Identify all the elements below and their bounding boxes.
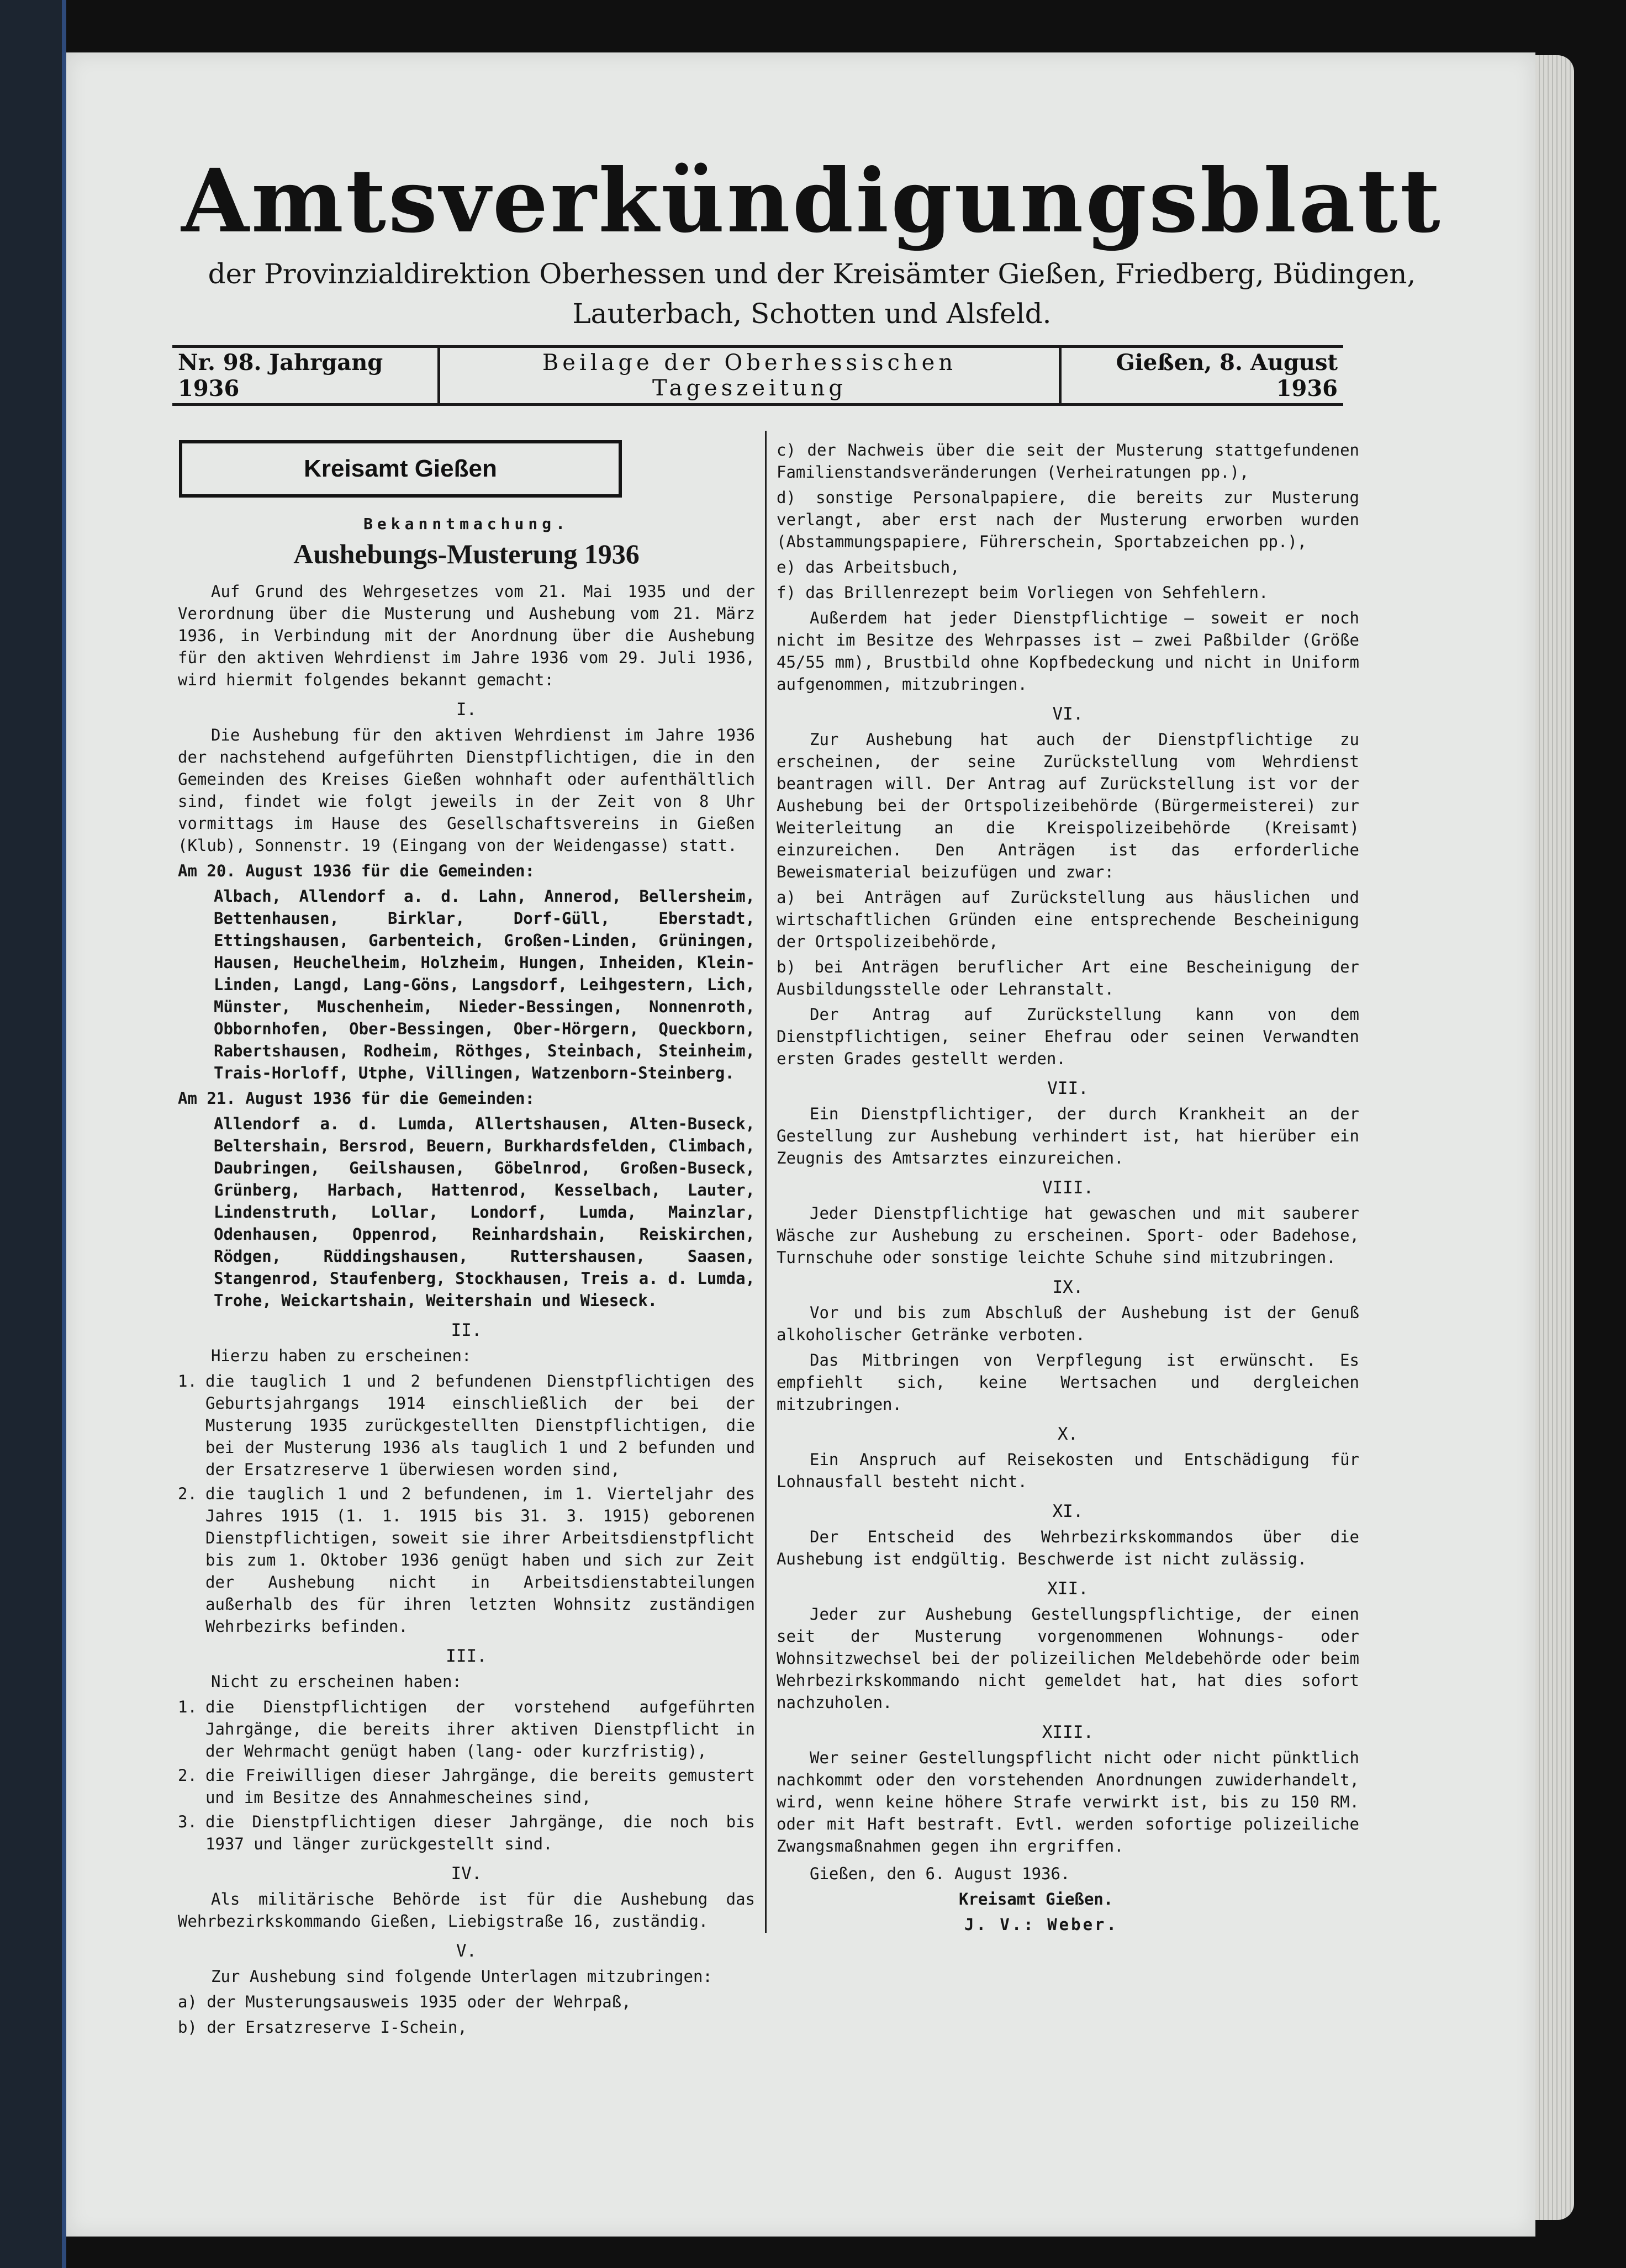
- day1-municipalities: Albach, Allendorf a. d. Lahn, Annerod, Bellersheim, Bettenhausen, Birklar, Dorf-Güll, Eberstadt, Ettingshausen, Garbenteich, Großen-Linden, Grüningen, Hausen, Heuchelheim, Holzheim, Hungen, Inheiden, Klein-Linden, Langd, Lang-Göns, Langsdorf, Leihgestern, Lich, Münster, Muschenheim, Nieder-Bessingen, Nonnenroth, Obbornhofen, Ober-Bessingen, Ober-Hörgern, Queckborn, Rabertshausen, Rodheim, Röthges, Steinbach, Steinheim, Trais-Horloff, Utphe, Villingen, Watzenborn-Steinberg.: [214, 887, 755, 1082]
- article-headline: Aushebungs-Musterung 1936: [293, 538, 640, 569]
- intro-paragraph: Auf Grund des Wehrgesetzes vom 21. Mai 1935 und der Verordnung über die Musterung und Aushebung vom 21. März 1936, in Verbindung mit der Anordnung über die Aushebung für den aktiven Wehrdienst im Jahre 1936 vom 29. Juli 1936, wird hiermit folgendes bekannt gemacht:: [178, 582, 755, 689]
- issuing-authority: Kreisamt Gießen.: [959, 1890, 1113, 1908]
- section-8-paragraph: Jeder Dienstpflichtige hat gewaschen und mit sauberer Wäsche zur Aushebung zu erscheinen. Sport- oder Badehose, Turnschuhe oder sonstige leichte Schuhe sind mitzubringen.: [777, 1204, 1359, 1267]
- section-6-item-b: b) bei Anträgen beruflicher Art eine Bescheinigung der Ausbildungsstelle oder Lehranstalt.: [777, 958, 1359, 998]
- list-number: 2.: [178, 1766, 197, 1785]
- section-1-paragraph: Die Aushebung für den aktiven Wehrdienst im Jahre 1936 der nachstehend aufgeführten Dienstpflichtigen, die in den Gemeinden des Kreises Gießen wohnhaft oder aufenthältlich sind, findet wie folgt jeweils in der Zeit von 8 Uhr vormittags im Hause des Gesellschaftsvereins in Gießen (Klub), Sonnenstr. 19 (Eingang von der Weidengasse) statt.: [178, 726, 755, 855]
- binding-edge: [62, 0, 66, 2268]
- section-heading: II.: [451, 1320, 482, 1340]
- issue-place-date: Gießen, 8. August 1936: [1116, 350, 1338, 401]
- section-heading: VII.: [1047, 1079, 1089, 1098]
- issue-number: Nr. 98. Jahrgang 1936: [172, 348, 440, 403]
- list-item: [178, 1764, 755, 1809]
- signature: J. V.: Weber.: [964, 1915, 1118, 1934]
- section-9-paragraph-2: Das Mitbringen von Verpflegung ist erwünscht. Es empfiehlt sich, keine Wertsachen und dergleichen mitzubringen.: [777, 1351, 1359, 1414]
- list-item: [178, 1696, 755, 1762]
- book-spine: [0, 0, 64, 2268]
- section-heading: IX.: [1052, 1277, 1084, 1297]
- left-column: [178, 439, 755, 2042]
- list-number: 3.: [178, 1812, 197, 1831]
- section-4-paragraph: Als militärische Behörde ist für die Aushebung das Wehrbezirkskommando Gießen, Liebigstraße 16, zuständig.: [178, 1890, 755, 1931]
- section-heading: I.: [456, 700, 477, 720]
- supplement-label: Beilage der Oberhessischen Tageszeitung: [440, 348, 1062, 403]
- list-item: [178, 1483, 755, 1637]
- section-5-intro: Zur Aushebung sind folgende Unterlagen mitzubringen:: [211, 1967, 712, 1986]
- list-number: 2.: [178, 1484, 197, 1503]
- section-6-item-a: a) bei Anträgen auf Zurückstellung aus häuslichen und wirtschaftlichen Gründen eine entsprechende Bescheinigung der Ortspolizeibehörde,: [777, 888, 1359, 951]
- section-heading: XIII.: [1042, 1722, 1094, 1742]
- closing-place-date: Gießen, den 6. August 1936.: [810, 1864, 1070, 1883]
- section-6-paragraph: Zur Aushebung hat auch der Dienstpflichtige zu erscheinen, der seine Zurückstellung vom Wehrdienst beantragen will. Der Antrag auf Zurückstellung ist vor der Aushebung bei der Ortspolizeibehörde (Bürgermeisterei) zur Weiterleitung an die Kreispolizeibehörde (Kreisamt) einzureichen. Den Anträgen ist das erforderliche Beweismaterial beizufügen und zwar:: [777, 730, 1359, 881]
- section-heading: V.: [456, 1941, 477, 1961]
- kreisamt-box: Kreisamt Gießen: [179, 440, 622, 498]
- section-5-extra: Außerdem hat jeder Dienstpflichtige — soweit er noch nicht im Besitze des Wehrpasses ist — zwei Paßbilder (Größe 45/55 mm), Brustbild ohne Kopfbedeckung und nicht in Uniform aufgenommen, mitzubringen.: [777, 609, 1359, 694]
- list-number: 1.: [178, 1372, 197, 1391]
- day2-municipalities: Allendorf a. d. Lumda, Allertshausen, Alten-Buseck, Beltershain, Bersrod, Beuern, Burkhardsfelden, Climbach, Daubringen, Geilshausen, Göbelnrod, Großen-Buseck, Grünberg, Harbach, Hattenrod, Kesselbach, Lauter, Lindenstruth, Lollar, Londorf, Lumda, Mainzlar, Odenhausen, Oppenrod, Reinhardshain, Reiskirchen, Rödgen, Rüddingshausen, Ruttershausen, Saasen, Stangenrod, Staufenberg, Stockhausen, Treis a. d. Lumda, Trohe, Weickartshain, Weitershain und Wieseck.: [214, 1114, 755, 1310]
- section-heading: X.: [1057, 1424, 1079, 1444]
- day2-heading: Am 21. August 1936 für die Gemeinden:: [178, 1089, 535, 1108]
- list-number: 1.: [178, 1698, 197, 1716]
- section-heading: VIII.: [1042, 1178, 1094, 1198]
- section-heading: XII.: [1047, 1579, 1089, 1599]
- day1-heading: Am 20. August 1936 für die Gemeinden:: [178, 861, 535, 880]
- section-9-paragraph-1: Vor und bis zum Abschluß der Aushebung ist der Genuß alkoholischer Getränke verboten.: [777, 1303, 1359, 1344]
- section-5-item-f: f) das Brillenrezept beim Vorliegen von Sehfehlern.: [777, 583, 1269, 602]
- section-10-paragraph: Ein Anspruch auf Reisekosten und Entschädigung für Lohnausfall besteht nicht.: [777, 1450, 1359, 1491]
- list-text: die Dienstpflichtigen dieser Jahrgänge, die noch bis 1937 und länger zurückgestellt sind.: [205, 1812, 755, 1853]
- list-item: [178, 1370, 755, 1481]
- masthead-title: Amtsverkündigungsblatt: [181, 150, 1443, 252]
- section-5-item-c: c) der Nachweis über die seit der Musterung stattgefundenen Familienstandsveränderungen (Verheiratungen pp.),: [777, 441, 1359, 482]
- masthead-subtitle-line2: Lauterbach, Schotten und Alsfeld.: [572, 298, 1052, 330]
- section-heading: XI.: [1052, 1502, 1084, 1521]
- section-11-paragraph: Der Entscheid des Wehrbezirkskommandos über die Aushebung ist endgültig. Beschwerde ist nicht zulässig.: [777, 1527, 1359, 1568]
- section-heading: III.: [446, 1646, 487, 1666]
- section-2-intro: Hierzu haben zu erscheinen:: [211, 1346, 472, 1365]
- masthead: [166, 149, 1458, 334]
- section-heading: VI.: [1052, 704, 1084, 724]
- section-6-paragraph-2: Der Antrag auf Zurückstellung kann von dem Dienstpflichtigen, seiner Ehefrau oder seinen Verwandten ersten Grades gestellt werden.: [777, 1005, 1359, 1068]
- list-text: die tauglich 1 und 2 befundenen Dienstpflichtigen des Geburtsjahrgangs 1914 einschließlich der bei der Musterung 1935 zurückgestellten Dienstpflichtigen, die bei der Musterung 1936 als tauglich 1 und 2 befunden und der Ersatzreserve 1 überwiesen worden sind,: [205, 1372, 755, 1479]
- column-divider: [765, 431, 767, 1933]
- masthead-subtitle-line1: der Provinzialdirektion Oberhessen und der Kreisämter Gießen, Friedberg, Büdingen,: [208, 258, 1416, 290]
- list-text: die tauglich 1 und 2 befundenen, im 1. Vierteljahr des Jahres 1915 (1. 1. 1915 bis 31. 3. 1915) geborenen Dienstpflichtigen, soweit sie ihrer Arbeitsdienstpflicht bis zum 1. Oktober 1936 genügt haben und sich zur Zeit der Aushebung nicht in Arbeitsdienstabteilungen außerhalb des für ihren letzten Wohnsitz zuständigen Wehrbezirks befinden.: [205, 1484, 755, 1636]
- section-5-item-e: e) das Arbeitsbuch,: [777, 558, 960, 577]
- section-heading: IV.: [451, 1864, 482, 1884]
- section-5-item-b: b) der Ersatzreserve I-Schein,: [178, 2018, 467, 2037]
- section-12-paragraph: Jeder zur Aushebung Gestellungspflichtige, der einen seit der Musterung vorgenommenen Wohnungs- oder Wohnsitzwechsel bei der polizeilichen Meldebehörde oder beim Wehrbezirkskommando nicht gemeldet hat, hat dies sofort nachzuholen.: [777, 1605, 1359, 1712]
- list-text: die Dienstpflichtigen der vorstehend aufgeführten Jahrgänge, die bereits ihrer aktiven Dienstpflicht in der Wehrmacht genügt haben (lang- oder kurzfristig),: [205, 1698, 755, 1761]
- notice-label: Bekanntmachung.: [363, 515, 569, 533]
- list-text: die Freiwilligen dieser Jahrgänge, die bereits gemustert und im Besitze des Annahmescheines sind,: [205, 1766, 755, 1807]
- right-column: [777, 439, 1359, 1939]
- section-13-paragraph: Wer seiner Gestellungspflicht nicht oder nicht pünktlich nachkommt oder den vorstehenden Anordnungen zuwiderhandelt, wird, wenn keine höhere Strafe verwirkt ist, bis zu 150 RM. oder mit Haft bestraft. Evtl. werden sofortige polizeiliche Zwangsmaßnahmen gegen ihn ergriffen.: [777, 1748, 1359, 1855]
- section-3-intro: Nicht zu erscheinen haben:: [211, 1672, 462, 1691]
- section-7-paragraph: Ein Dienstpflichtiger, der durch Krankheit an der Gestellung zur Aushebung verhindert ist, hat hierüber ein Zeugnis des Amtsarztes einzureichen.: [777, 1104, 1359, 1167]
- list-item: [178, 1811, 755, 1855]
- section-5-item-a: a) der Musterungsausweis 1935 oder der Wehrpaß,: [178, 1992, 631, 2011]
- issue-info-bar: [172, 345, 1343, 406]
- section-5-item-d: d) sonstige Personalpapiere, die bereits zur Musterung verlangt, aber erst nach der Musterung erworben wurden (Abstammungspapiere, Führerschein, Sportabzeichen pp.),: [777, 488, 1359, 551]
